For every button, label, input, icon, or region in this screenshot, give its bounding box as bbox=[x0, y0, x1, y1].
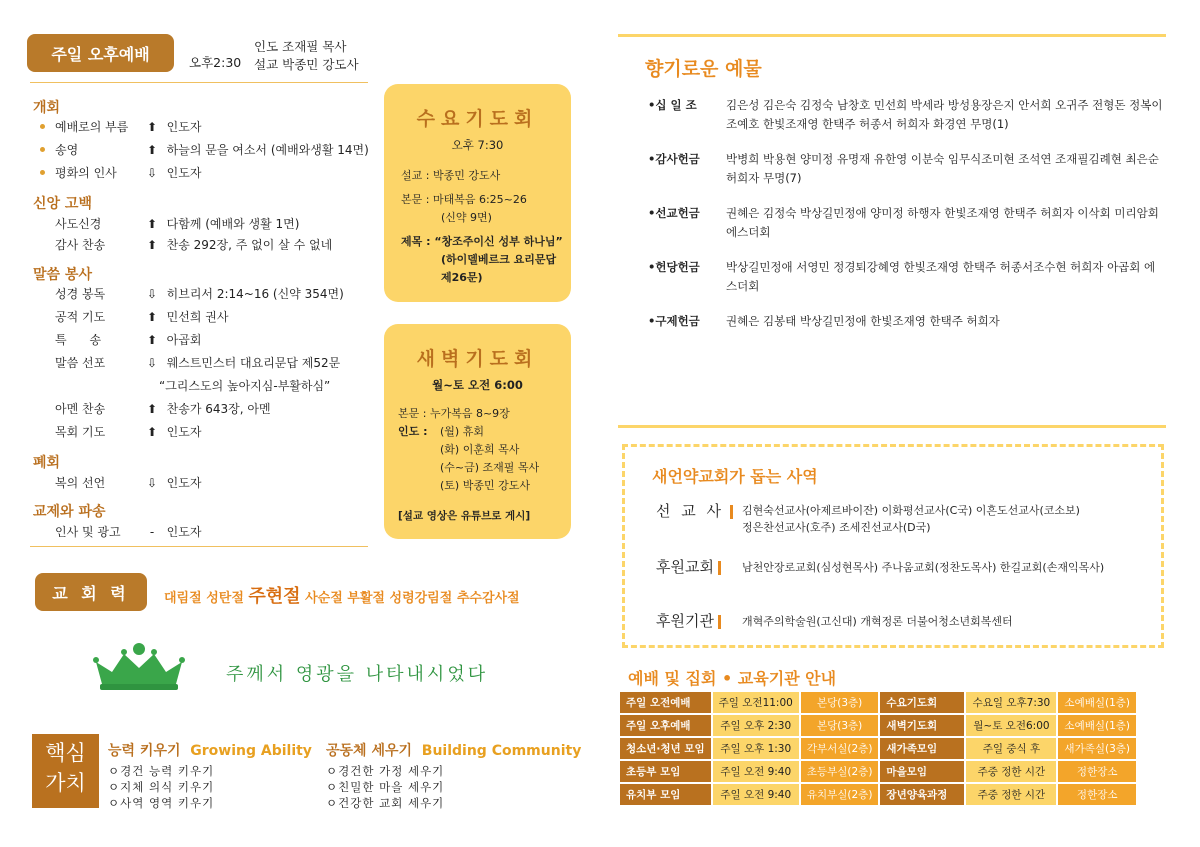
table-cell: 소예배실(1층) bbox=[1058, 715, 1136, 736]
table-cell: 초등부실(2층) bbox=[801, 761, 879, 782]
offering-relief: •구제헌금 권혜은 김봉태 박상길민정애 한빛조재영 한택주 허희자 bbox=[648, 314, 1000, 328]
table-row bbox=[620, 738, 1136, 759]
table-cell: 주일 오후예배 bbox=[620, 715, 711, 736]
section-opening: 개회 bbox=[33, 100, 61, 116]
dawn-time: 월~토 오전 6:00 bbox=[432, 378, 523, 392]
table-row bbox=[620, 784, 1136, 805]
wednesday-prayer-box: 수요기도회 오후 7:30 설교 : 박종민 강도사 본문 : 마태복음 6:25~26 (신약 9면) 제목 : “창조주이신 성부 하나님” (하이델베르크 요리문답 제26문) bbox=[384, 84, 571, 302]
arrow-up-icon: ⬆ bbox=[146, 142, 158, 157]
table-cell: 장년양육과정 bbox=[880, 784, 964, 805]
order-row: 말씀 선포 ⇩ 웨스트민스터 대요리문답 제52문 bbox=[55, 355, 341, 370]
table-cell: 정한장소 bbox=[1058, 784, 1136, 805]
order-row: 예배로의 부름 ⬆ 인도자 bbox=[40, 118, 201, 135]
table-cell: 각부서실(2층) bbox=[801, 738, 879, 759]
wednesday-text: 마태복음 6:25~26 bbox=[432, 193, 527, 206]
arrow-down-icon: ⇩ bbox=[146, 475, 158, 490]
dawn-prayer-box: 새벽기도회 월~토 오전 6:00 본문 : 누가복음 8~9장 인도 : (월) 휴회 (화) 이훈희 목사 (수~금) 조재필 목사 (토) 박종민 강도사 [설교 영상은 유튜브로 게시] bbox=[384, 324, 571, 539]
table-cell: 월~토 오전6:00 bbox=[966, 715, 1056, 736]
crown-icon bbox=[90, 640, 188, 692]
arrow-up-icon: ⬆ bbox=[146, 237, 158, 252]
table-cell: 주일 중식 후 bbox=[966, 738, 1056, 759]
table-cell: 소예배실(1층) bbox=[1058, 692, 1136, 713]
order-row: 성경 봉독 ⇩ 히브리서 2:14~16 (신약 354면) bbox=[55, 286, 344, 301]
order-row: 사도신경 ⬆ 다함께 (예배와 생활 1면) bbox=[55, 216, 300, 231]
dawn-title: 새벽기도회 bbox=[416, 348, 539, 370]
section-word: 말씀 봉사 bbox=[33, 267, 92, 283]
wednesday-time: 오후 7:30 bbox=[451, 138, 504, 152]
guide-table bbox=[618, 690, 1138, 807]
wednesday-preacher: 박종민 강도사 bbox=[432, 169, 501, 182]
mission-churches: 남천안장로교회(심성현목사) 주나움교회(정찬도목사) 한길교회(손재익목사) bbox=[742, 561, 1105, 574]
youtube-note: [설교 영상은 유튜브로 게시] bbox=[398, 510, 531, 522]
offering-tithe: •십 일 조 김은성 김은숙 김정숙 남창호 민선희 박세라 방성용장은지 안서희 오귀주 전형돈 정복이 조예호 한빛조재영 한택주 허종서 허희자 화경연 무명(1) bbox=[648, 98, 1163, 131]
table-row bbox=[620, 692, 1136, 713]
core-growing: 능력 키우기 Growing Ability ㅇ경건 능력 키우기 ㅇ지체 의식 키우기 ㅇ사역 영역 키우기 bbox=[108, 743, 312, 810]
table-cell: 청소년·청년 모임 bbox=[620, 738, 711, 759]
order-row: 인사 및 광고 - 인도자 bbox=[55, 524, 202, 539]
afternoon-service-title: 주일 오후예배 bbox=[27, 34, 174, 72]
arrow-up-icon: ⬆ bbox=[146, 309, 158, 324]
arrow-up-icon: ⬆ bbox=[146, 401, 158, 416]
guide-title: 예배 및 집회 • 교육기관 안내 bbox=[628, 669, 837, 688]
right-top-border bbox=[618, 34, 1166, 37]
table-cell: 새벽기도회 bbox=[880, 715, 964, 736]
section-confession: 신앙 고백 bbox=[33, 196, 92, 212]
arrow-down-icon: ⇩ bbox=[146, 286, 158, 301]
church-calendar-seasons: 대림절 성탄절 주현절 사순절 부활절 성령강림절 추수감사절 bbox=[164, 586, 520, 607]
table-cell: 주일 오후 2:30 bbox=[713, 715, 799, 736]
afternoon-time: 오후2:30 bbox=[189, 55, 242, 70]
arrow-up-icon: ⬆ bbox=[146, 216, 158, 231]
wednesday-subject: “창조주이신 성부 하나님” bbox=[434, 235, 563, 248]
table-cell: 정한장소 bbox=[1058, 761, 1136, 782]
mission-missionaries-label: 선 교 사 bbox=[656, 500, 733, 521]
table-cell: 주일 오전 9:40 bbox=[713, 784, 799, 805]
mission-orgs-label: 후원기관 bbox=[656, 610, 721, 631]
mission-title: 새언약교회가 돕는 사역 bbox=[652, 467, 818, 486]
offerings-title: 향기로운 예물 bbox=[645, 58, 762, 80]
right-mid-border bbox=[618, 425, 1166, 428]
table-cell: 주일 오전 9:40 bbox=[713, 761, 799, 782]
mission-missionaries: 김현숙선교사(아제르바이잔) 이화평선교사(C국) 이흔도선교사(코소보) 정은찬선교사(호주) 조세진선교사(D국) bbox=[742, 504, 1080, 534]
offering-mission: •선교헌금 권혜은 김정숙 박상길민정애 양미정 하행자 한빛조재영 한택주 허희자 이삭회 미리암회 에스더회 bbox=[648, 206, 1159, 239]
order-row: 공적 기도 ⬆ 민선희 권사 bbox=[55, 309, 229, 324]
table-cell: 본당(3층) bbox=[801, 692, 879, 713]
table-cell: 마을모임 bbox=[880, 761, 964, 782]
table-cell: 수요기도회 bbox=[880, 692, 964, 713]
current-season: 주현절 bbox=[248, 586, 301, 607]
section-fellowship: 교제와 파송 bbox=[33, 504, 106, 520]
table-cell: 주중 정한 시간 bbox=[966, 761, 1056, 782]
divider-bottom bbox=[30, 546, 368, 547]
mission-churches-label: 후원교회 bbox=[656, 556, 721, 577]
order-row: 평화의 인사 ⇩ 인도자 bbox=[40, 164, 201, 181]
core-community: 공동체 세우기 Building Community ㅇ경건한 가정 세우기 ㅇ친밀한 마을 세우기 ㅇ건강한 교회 세우기 bbox=[326, 743, 582, 810]
table-cell: 주일 오전예배 bbox=[620, 692, 711, 713]
afternoon-preacher: 설교 박종민 강도사 bbox=[254, 57, 359, 72]
table-cell: 유치부실(2층) bbox=[801, 784, 879, 805]
table-cell: 본당(3층) bbox=[801, 715, 879, 736]
wednesday-title: 수요기도회 bbox=[416, 108, 539, 130]
divider-top bbox=[30, 82, 368, 83]
arrow-down-icon: ⇩ bbox=[146, 165, 158, 180]
order-row: 아멘 찬송 ⬆ 찬송가 643장, 아멘 bbox=[55, 401, 271, 416]
mission-orgs: 개혁주의학술원(고신대) 개혁정론 더불어청소년회복센터 bbox=[742, 615, 1013, 628]
order-row: 복의 선언 ⇩ 인도자 bbox=[55, 475, 202, 490]
table-cell: 새가족모임 bbox=[880, 738, 964, 759]
arrow-up-icon: ⬆ bbox=[146, 332, 158, 347]
order-row: 목회 기도 ⬆ 인도자 bbox=[55, 424, 202, 439]
section-closing: 폐회 bbox=[33, 455, 61, 471]
afternoon-leader: 인도 조재필 목사 bbox=[254, 39, 347, 54]
order-row: 송영 ⬆ 하늘의 문을 여소서 (예배와생활 14면) bbox=[40, 141, 369, 158]
arrow-down-icon: ⇩ bbox=[146, 355, 158, 370]
table-cell: 새가족실(3층) bbox=[1058, 738, 1136, 759]
table-cell: 수요일 오후7:30 bbox=[966, 692, 1056, 713]
table-row bbox=[620, 761, 1136, 782]
core-values-label: 핵심 가치 bbox=[32, 734, 99, 808]
arrow-up-icon: ⬆ bbox=[146, 119, 158, 134]
sermon-title: “그리스도의 높아지심-부활하심” bbox=[159, 379, 331, 393]
arrow-up-icon: ⬆ bbox=[146, 424, 158, 439]
table-cell: 주중 정한 시간 bbox=[966, 784, 1056, 805]
dawn-text: 누가복음 8~9장 bbox=[429, 407, 510, 420]
crown-caption: 주께서 영광을 나타내시었다 bbox=[226, 664, 489, 685]
table-cell: 유치부 모임 bbox=[620, 784, 711, 805]
offering-building: •헌당헌금 박상길민정애 서영민 정경퇴강혜영 한빛조재영 한택주 허종서조수현 허희자 아곱회 에스더회 bbox=[648, 260, 1156, 293]
church-calendar-label: 교 회 력 bbox=[35, 573, 147, 611]
order-row: 감사 찬송 ⬆ 찬송 292장, 주 없이 살 수 없네 bbox=[55, 237, 333, 252]
order-row: 특 송 ⬆ 아곱회 bbox=[55, 332, 202, 347]
offering-thanks: •감사헌금 박병희 박용현 양미정 유명재 유한영 이분숙 임무식조미현 조석연 조재필김례현 최은순 허희자 무명(7) bbox=[648, 152, 1159, 185]
table-cell: 주일 오전11:00 bbox=[713, 692, 799, 713]
table-row bbox=[620, 715, 1136, 736]
table-cell: 초등부 모임 bbox=[620, 761, 711, 782]
table-cell: 주일 오후 1:30 bbox=[713, 738, 799, 759]
